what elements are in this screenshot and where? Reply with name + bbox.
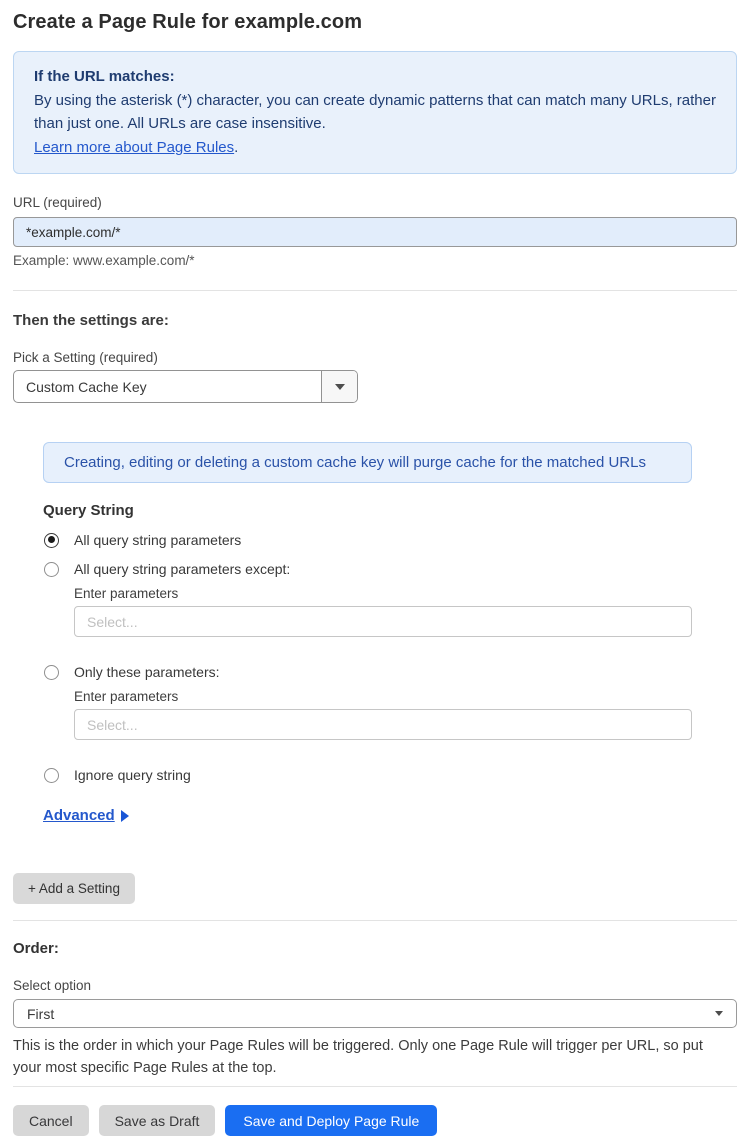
divider [13,1086,737,1087]
radio-button-icon[interactable] [44,665,59,680]
link-period: . [234,138,239,156]
radio-button-icon[interactable] [44,768,59,783]
radio-all-params-except[interactable] [44,561,737,577]
radio-ignore-query-string[interactable] [44,767,737,783]
add-setting-button[interactable]: + Add a Setting [13,873,135,904]
only-parameters-field [74,689,692,740]
info-box-heading: If the URL matches: [34,68,175,85]
advanced-link[interactable] [43,807,129,824]
chevron-down-icon [715,1011,723,1016]
save-and-deploy-button[interactable]: Save and Deploy Page Rule [225,1105,437,1136]
radio-label: All query string parameters [74,532,242,548]
order-dropdown-value: First [27,1005,55,1022]
order-heading: Order: [13,940,59,957]
pick-setting-label: Pick a Setting (required) [13,350,158,365]
settings-heading: Then the settings are: [13,312,169,329]
order-dropdown[interactable] [13,999,737,1028]
only-parameters-input[interactable] [74,709,692,740]
chevron-right-icon [121,810,129,822]
url-match-info-box [13,51,737,174]
enter-parameters-label: Enter parameters [74,689,179,704]
except-parameters-input[interactable] [74,606,692,637]
create-page-rule-form [0,11,750,1136]
setting-dropdown-caret-box[interactable] [321,371,357,402]
radio-only-these-params[interactable] [44,664,737,680]
cancel-button[interactable]: Cancel [13,1105,89,1136]
save-as-draft-button[interactable]: Save as Draft [99,1105,216,1136]
enter-parameters-label: Enter parameters [74,586,179,601]
order-help-text: This is the order in which your Page Rules will be triggered. Only one Page Rule will trigger per URL, so put your most specific Page Rules at the top. [13,1038,703,1076]
radio-button-icon[interactable] [44,562,59,577]
info-box-body: By using the asterisk (*) character, you can create dynamic patterns that can match many URLs, rather than just one. All URLs are case insensitive. [34,91,716,132]
chevron-down-icon [335,384,345,390]
advanced-link-label: Advanced [43,807,115,824]
radio-all-query-params[interactable] [44,532,737,548]
order-select-label: Select option [13,978,92,993]
except-parameters-field [74,586,692,637]
learn-more-link[interactable]: Learn more about Page Rules [34,138,235,156]
url-input[interactable] [13,217,737,247]
footer-actions [13,1105,737,1136]
page-title: Create a Page Rule for example.com [13,11,363,33]
url-example-text: Example: www.example.com/* [13,253,195,268]
url-label: URL (required) [13,195,102,210]
radio-button-icon[interactable] [44,533,59,548]
setting-dropdown-value: Custom Cache Key [26,378,147,395]
divider [13,920,737,921]
info-box-link-line [34,136,716,160]
radio-label: Only these parameters: [74,664,220,680]
radio-label: Ignore query string [74,767,191,783]
radio-label: All query string parameters except: [74,561,291,577]
query-string-heading: Query String [43,502,134,519]
cache-key-notice: Creating, editing or deleting a custom cache key will purge cache for the matched URLs [43,442,692,483]
setting-dropdown[interactable] [13,370,358,403]
divider [13,290,737,291]
